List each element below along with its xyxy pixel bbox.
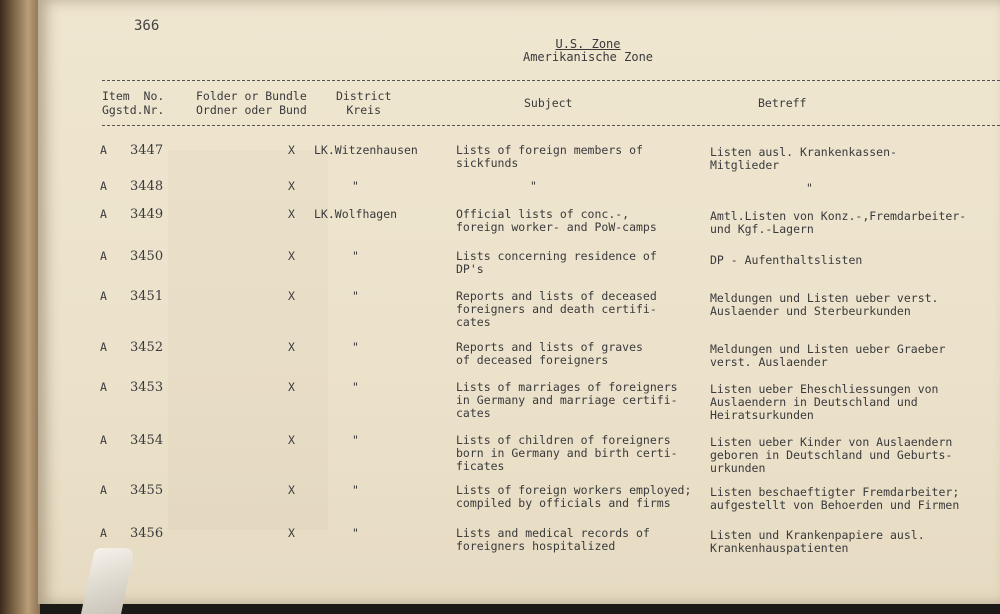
header-bottom-rule	[102, 125, 1000, 126]
subject-cell: Official lists of conc.-, foreign worker- and PoW-camps	[456, 207, 657, 234]
row-mark: A	[100, 249, 107, 263]
betreff-cell: Listen und Krankenpapiere ausl. Krankenhauspatienten	[710, 528, 925, 555]
item-number: 3452	[130, 340, 164, 355]
district-cell: "	[352, 340, 359, 354]
betreff-cell: DP - Aufenthaltslisten	[710, 253, 863, 267]
subject-cell: Lists of marriages of foreigners in Germany and marriage certifi- cates	[456, 380, 678, 420]
item-number: 3456	[130, 526, 164, 541]
district-cell: "	[352, 289, 359, 303]
row-mark: A	[100, 207, 107, 221]
subject-cell: Lists of children of foreigners born in Germany and birth certi- ficates	[456, 433, 678, 473]
folder-mark: X	[288, 143, 295, 157]
zone-title	[498, 38, 678, 64]
folder-mark: X	[288, 207, 295, 221]
ledger-page	[38, 0, 1000, 604]
zone-title-de: Amerikanische Zone	[522, 50, 654, 64]
district-cell: "	[352, 433, 359, 447]
header-item: Item No. Ggstd.Nr.	[102, 89, 165, 117]
folder-mark: X	[288, 340, 295, 354]
folder-mark: X	[288, 249, 295, 263]
district-cell: "	[352, 380, 359, 394]
header-betreff: Betreff	[758, 96, 807, 110]
row-mark: A	[100, 289, 107, 303]
subject-cell: Lists of foreign workers employed; compiled by officials and firms	[456, 483, 692, 510]
item-number: 3453	[130, 380, 164, 395]
header-district: District Kreis	[336, 89, 392, 117]
betreff-cell: Listen ueber Kinder von Auslaendern geboren in Deutschland und Geburts- urkunden	[710, 435, 953, 475]
header-top-rule	[102, 80, 1000, 81]
folder-mark: X	[288, 483, 295, 497]
zone-title-en: U.S. Zone	[555, 37, 621, 51]
district-cell: LK.Witzenhausen	[314, 143, 418, 157]
row-mark: A	[100, 483, 107, 497]
row-mark: A	[100, 340, 107, 354]
subject-cell: Lists concerning residence of DP's	[456, 249, 657, 276]
subject-cell: Reports and lists of deceased foreigners and death certifi- cates	[456, 289, 657, 329]
page-number: 366	[134, 18, 160, 34]
row-mark: A	[100, 380, 107, 394]
betreff-cell: Meldungen und Listen ueber verst. Auslaender und Sterbeurkunden	[710, 291, 939, 318]
row-mark: A	[100, 143, 107, 157]
item-number: 3454	[130, 433, 164, 448]
item-number: 3449	[130, 207, 164, 222]
header-subject: Subject	[524, 96, 573, 110]
item-number: 3455	[130, 483, 164, 498]
betreff-cell: Listen ueber Eheschliessungen von Auslaendern in Deutschland und Heiratsurkunden	[710, 382, 939, 422]
betreff-cell: Listen beschaeftigter Fremdarbeiter; aufgestellt von Behoerden und Firmen	[710, 485, 960, 512]
row-mark: A	[100, 433, 107, 447]
book-spine	[0, 0, 40, 614]
betreff-cell: Meldungen und Listen ueber Graeber verst. Auslaender	[710, 342, 946, 369]
folder-mark: X	[288, 433, 295, 447]
betreff-cell: Listen ausl. Krankenkassen- Mitglieder	[710, 145, 897, 172]
subject-cell: Lists of foreign members of sickfunds	[456, 143, 643, 170]
row-mark: A	[100, 526, 107, 540]
folder-mark: X	[288, 526, 295, 540]
subject-cell: Reports and lists of graves of deceased foreigners	[456, 340, 643, 367]
item-number: 3450	[130, 249, 164, 264]
paper-texture	[168, 150, 328, 530]
item-number: 3448	[130, 179, 164, 194]
folder-mark: X	[288, 380, 295, 394]
district-cell: "	[352, 249, 359, 263]
betreff-cell: Amtl.Listen von Konz.-,Fremdarbeiter- und Kgf.-Lagern	[710, 209, 967, 236]
folder-mark: X	[288, 179, 295, 193]
item-number: 3451	[130, 289, 164, 304]
district-cell: "	[352, 179, 359, 193]
page-tab-marker	[81, 548, 135, 614]
district-cell: "	[352, 483, 359, 497]
subject-cell: "	[530, 179, 537, 193]
district-cell: "	[352, 526, 359, 540]
item-number: 3447	[130, 143, 164, 158]
header-folder: Folder or Bundle Ordner oder Bund	[196, 89, 307, 117]
folder-mark: X	[288, 289, 295, 303]
subject-cell: Lists and medical records of foreigners hospitalized	[456, 526, 650, 553]
betreff-cell: "	[806, 181, 813, 195]
district-cell: LK.Wolfhagen	[314, 207, 398, 221]
row-mark: A	[100, 179, 107, 193]
